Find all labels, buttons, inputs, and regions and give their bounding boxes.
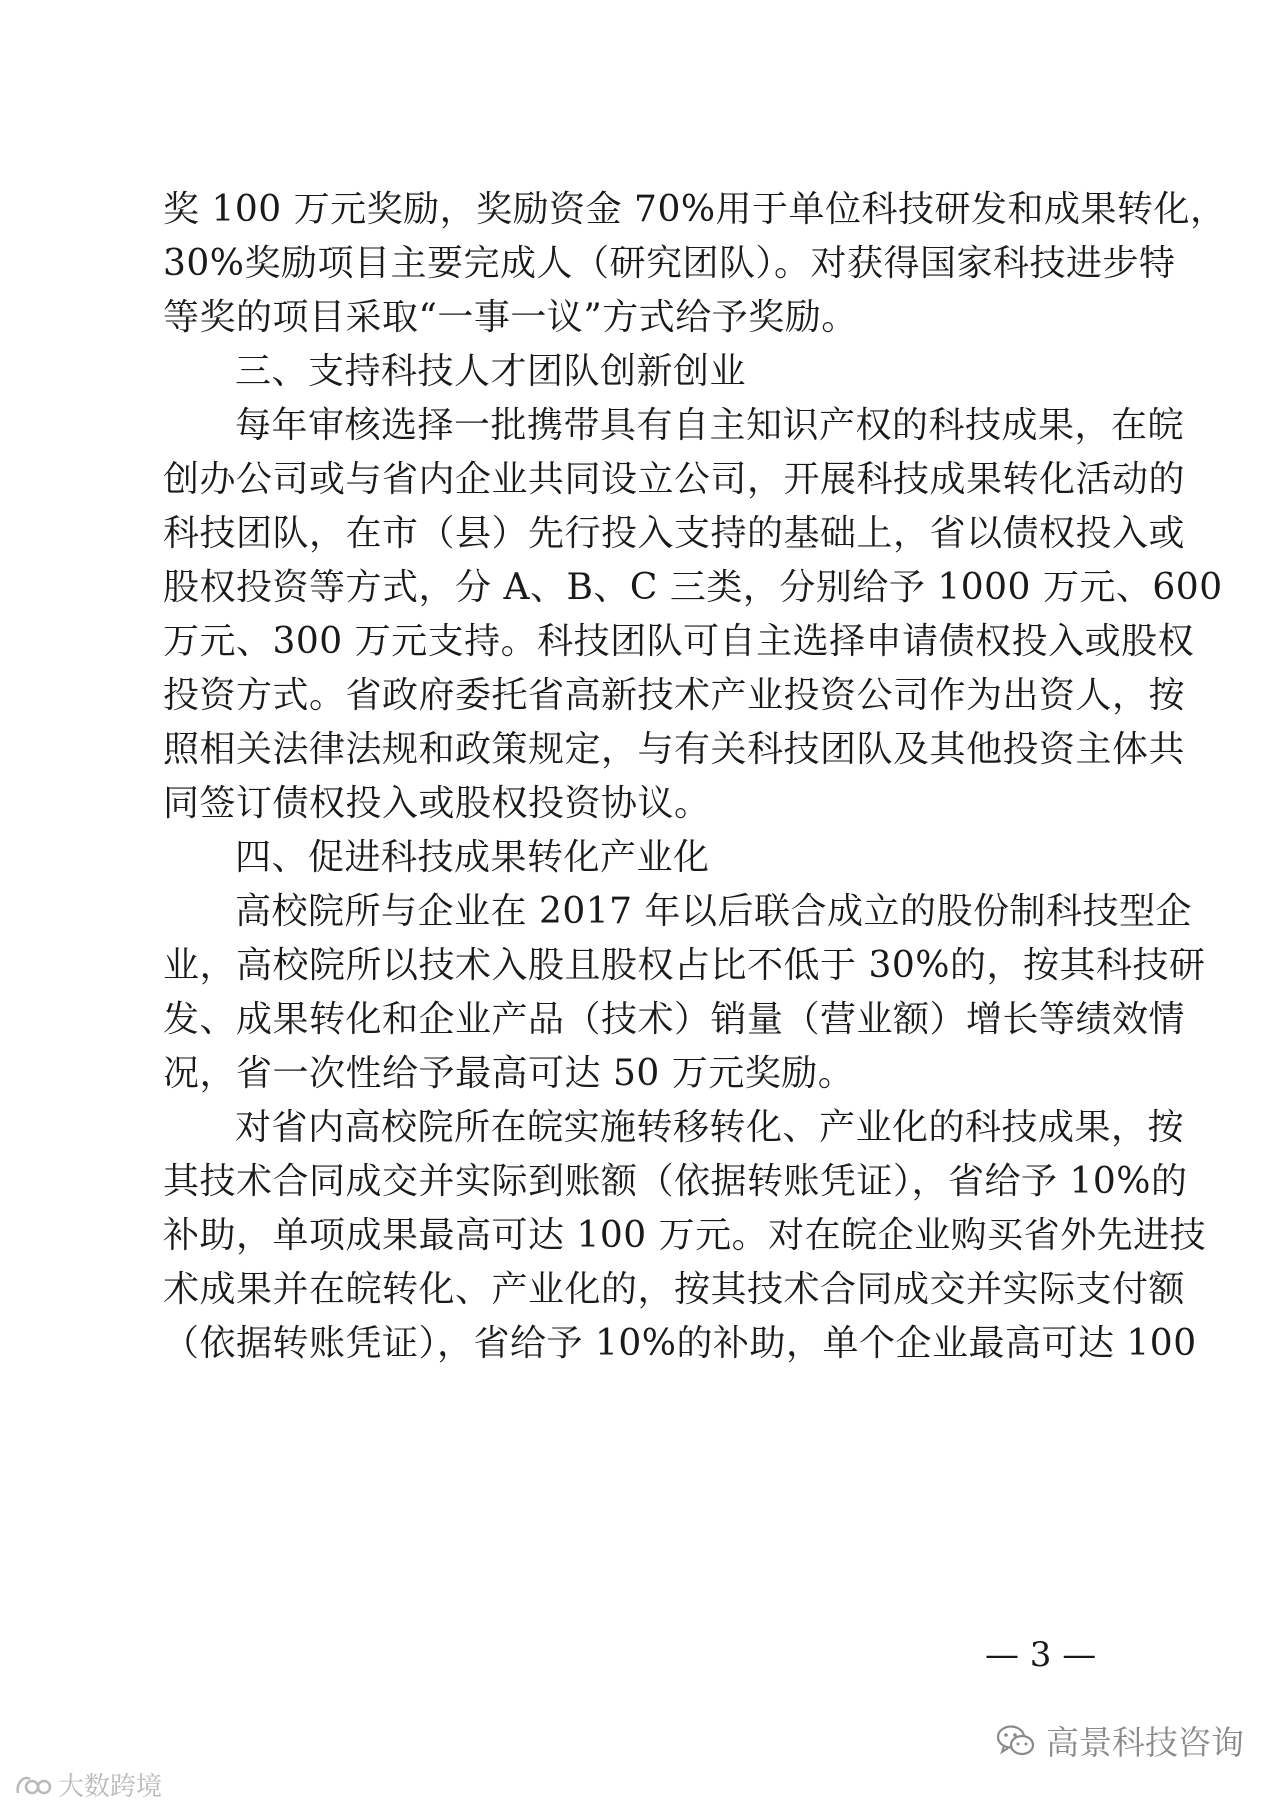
section-heading: 四、促进科技成果转化产业化 bbox=[235, 837, 710, 878]
watermark-left bbox=[14, 1766, 162, 1803]
text-line: 等奖的项目采取“一事一议”方式给予奖励。 bbox=[163, 297, 858, 338]
text-line: 科技团队，在市（县）先行投入支持的基础上，省以债权投入或 bbox=[163, 513, 1186, 554]
text-line: 照相关法律法规和政策规定，与有关科技团队及其他投资主体共 bbox=[163, 729, 1186, 770]
watermark-right-text: 高景科技咨询 bbox=[1046, 1723, 1244, 1762]
logo-icon bbox=[14, 1771, 52, 1799]
text-line: 股权投资等方式，分 A、B、C 三类，分别给予 1000 万元、600 bbox=[163, 567, 1223, 608]
text-line: 投资方式。省政府委托省高新技术产业投资公司作为出资人，按 bbox=[163, 675, 1186, 716]
text-line: 高校院所与企业在 2017 年以后联合成立的股份制科技型企 bbox=[235, 891, 1193, 932]
text-line: 补助，单项成果最高可达 100 万元。对在皖企业购买省外先进技 bbox=[163, 1215, 1207, 1256]
text-line: 其技术合同成交并实际到账额（依据转账凭证），省给予 10%的 bbox=[163, 1161, 1188, 1202]
text-line: 业，高校院所以技术入股且股权占比不低于 30%的，按其科技研 bbox=[163, 945, 1206, 986]
text-line: 奖 100 万元奖励，奖励资金 70%用于单位科技研发和成果转化， bbox=[163, 189, 1227, 230]
wechat-icon bbox=[996, 1724, 1036, 1758]
section-heading: 三、支持科技人才团队创新创业 bbox=[235, 351, 747, 392]
text-line: 对省内高校院所在皖实施转移转化、产业化的科技成果，按 bbox=[235, 1107, 1185, 1148]
text-line: 发、成果转化和企业产品（技术）销量（营业额）增长等绩效情 bbox=[163, 999, 1186, 1040]
watermark-left-text: 大数跨境 bbox=[58, 1772, 163, 1802]
text-line: 同签订债权投入或股权投资协议。 bbox=[163, 783, 711, 824]
text-line: 30%奖励项目主要完成人（研究团队）。对获得国家科技进步特 bbox=[163, 243, 1176, 284]
text-line: （依据转账凭证），省给予 10%的补助，单个企业最高可达 100 bbox=[163, 1323, 1197, 1364]
text-line: 术成果并在皖转化、产业化的，按其技术合同成交并实际支付额 bbox=[163, 1269, 1186, 1310]
text-line: 况，省一次性给予最高可达 50 万元奖励。 bbox=[163, 1053, 855, 1094]
text-line: 每年审核选择一批携带具有自主知识产权的科技成果，在皖 bbox=[235, 405, 1185, 446]
page-number: — 3 — bbox=[985, 1635, 1097, 1675]
text-line: 万元、300 万元支持。科技团队可自主选择申请债权投入或股权 bbox=[163, 621, 1195, 662]
watermark-right bbox=[996, 1717, 1244, 1764]
text-line: 创办公司或与省内企业共同设立公司，开展科技成果转化活动的 bbox=[163, 459, 1186, 500]
